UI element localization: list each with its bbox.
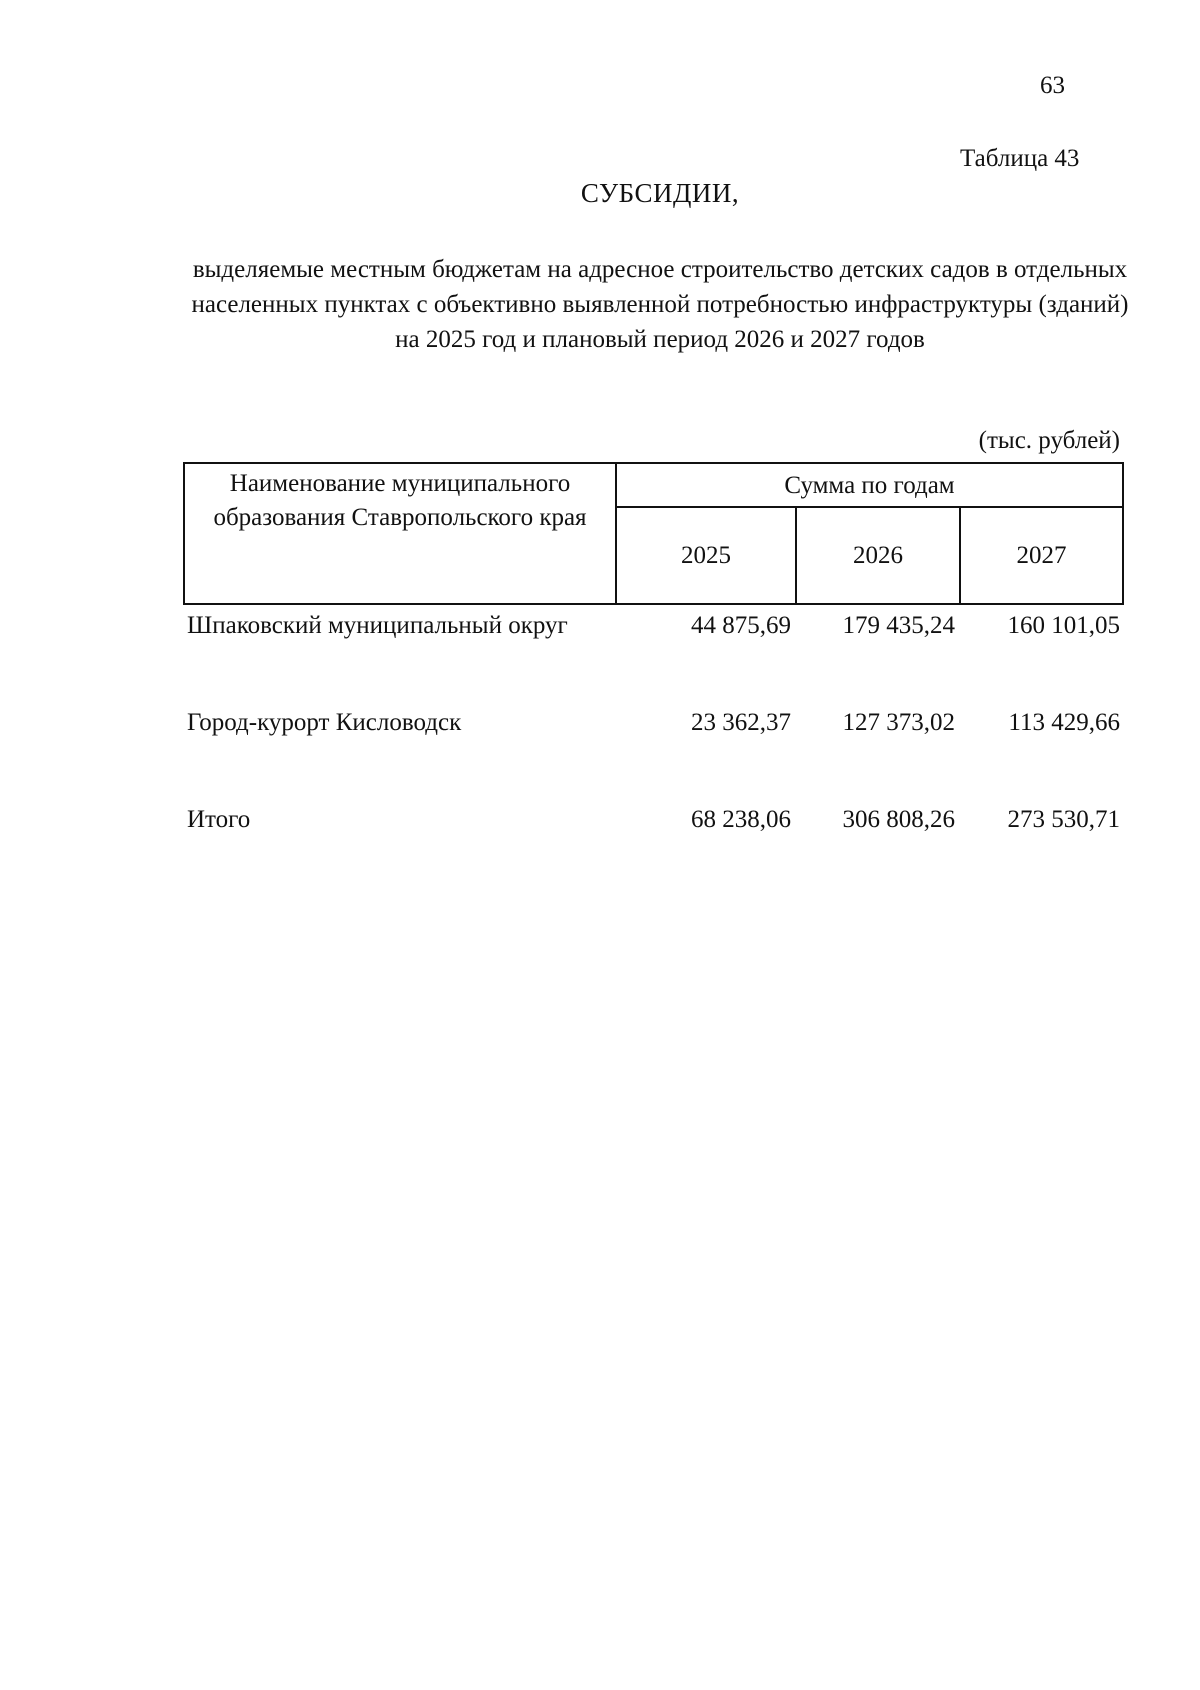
table-label: Таблица 43: [960, 145, 1080, 172]
row-value-2027: 273 530,71: [1007, 806, 1120, 833]
header-year-2027: 2027: [1016, 542, 1067, 569]
row-value-2025: 68 238,06: [691, 806, 791, 833]
table-body: [183, 605, 1124, 859]
document-subtitle: выделяемые местным бюджетам на адресное строительство детских садов в отдельных населенных пунктах с объективно выявленной потребностью инфраструктуры (зданий) на 2025 год и плановый период 2026 и 2027 годов: [191, 256, 1129, 353]
row-value-2025: 23 362,37: [691, 709, 791, 736]
document-title: СУБСИДИИ,: [580, 178, 740, 208]
row-name: Город-курорт Кисловодск: [187, 709, 462, 736]
row-value-2025: 44 875,69: [691, 612, 791, 639]
page-number: 63: [1040, 72, 1065, 99]
header-year-2026: 2026: [797, 508, 961, 603]
row-value-2026: 127 373,02: [842, 709, 955, 736]
header-name-column: Наименование муниципального образования Ставропольского края: [185, 464, 617, 603]
table-row: [183, 702, 1124, 799]
row-value-2027: 160 101,05: [1007, 612, 1120, 639]
row-name: Шпаковский муниципальный округ: [187, 612, 568, 639]
table-header: [183, 462, 1124, 605]
table-row-total: [183, 799, 1124, 859]
row-value-2027: 113 429,66: [1008, 709, 1120, 736]
units-note: (тыс. рублей): [978, 427, 1120, 454]
row-value-2026: 306 808,26: [842, 806, 955, 833]
header-year-2025: 2025: [617, 508, 797, 603]
row-value-2026: 179 435,24: [842, 612, 955, 639]
header-sum-by-years: Сумма по годам: [617, 464, 1122, 508]
table-row: [183, 605, 1124, 702]
row-name: Итого: [187, 806, 251, 833]
